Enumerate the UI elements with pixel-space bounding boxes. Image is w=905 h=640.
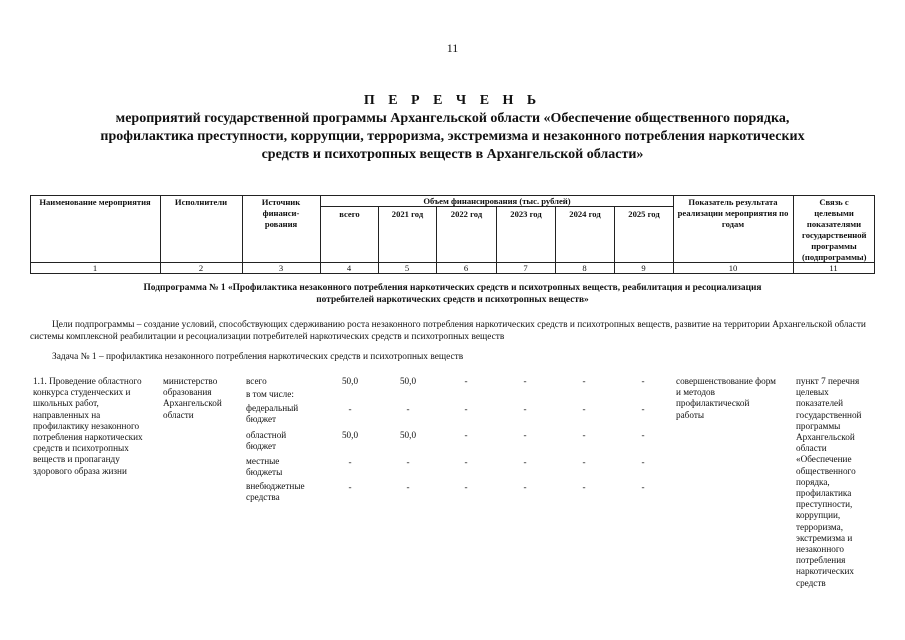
document-subtitle: мероприятий государственной программы Архангельской области «Обеспечение общественного порядка, профилактика преступности, коррупции, терроризма, экстремизма и незаконного потребления наркотических средств и психотропных веществ в Архангельской области» [100,111,805,162]
subprogram-goal: Цели подпрограммы – создание условий, способствующих сдерживанию роста незаконного потребления наркотических средств и психотропных веществ, развитие на территории Архангельской области системы комплексной реабилитации и ресоциализации потребителей наркотических средств и психотропных веществ [30,320,866,342]
header-funding: Объем финансирования (тыс. рублей) [423,196,571,206]
value-cell: - [406,482,410,492]
header-source: Источник финанси-рования [261,197,301,229]
col-number: 5 [404,263,410,273]
source-label: местные бюджеты [246,456,283,478]
col-number: 2 [198,263,204,273]
value-cell: - [582,482,586,492]
value-cell: 50,0 [341,376,359,386]
value-cell: - [406,457,410,467]
value-cell: - [348,482,352,492]
value-cell: - [523,457,527,467]
task-title: Задача № 1 – профилактика незаконного потребления наркотических средств и психотропных веществ [52,352,464,362]
header-name: Наименование мероприятия [39,197,151,207]
value-cell: - [641,457,645,467]
col-number: 4 [346,263,352,273]
value-cell: - [348,457,352,467]
value-cell: - [582,404,586,414]
header-result: Показатель результата реализации мероприятия по годам [677,197,789,229]
col-number: 9 [641,263,646,273]
row-name: 1.1. Проведение областного конкурса студенческих и школьных работ, направленных на профилактику незаконного потребления наркотических средств и психотропных веществ и пропаганду здорового образа жизни [33,376,143,476]
page-number: 11 [446,41,459,55]
header-year-total: всего [339,209,360,219]
row-executor: министерство образования Архангельской области [163,376,222,420]
value-cell: - [464,430,468,440]
value-cell: - [464,404,468,414]
source-label: федеральный бюджет [246,403,299,425]
header-year-2023: 2023 год [510,209,542,219]
value-cell: - [641,430,645,440]
value-cell: - [582,376,586,386]
col-number: 3 [278,263,284,273]
header-year-2022: 2022 год [450,209,483,219]
col-number: 8 [582,263,587,273]
row-link: пункт 7 перечня целевых показателей государственной программы Архангельской области «Обеспечение общественного порядка, профилактика преступности, коррупции, терроризма, экстремизма и незаконного потребления наркотических средств [796,376,862,588]
source-label: в том числе: [246,389,294,399]
value-cell: - [348,404,352,414]
header-year-2021: 2021 год [391,209,424,219]
source-label: областной бюджет [246,430,287,452]
value-cell: - [641,482,645,492]
value-cell: - [523,430,527,440]
value-cell: 50,0 [399,430,417,440]
subprogram-title: Подпрограмма № 1 «Профилактика незаконного потребления наркотических средств и психотропных веществ, реабилитация и ресоциализация потребителей наркотических средств и психотропных веществ» [143,283,762,305]
col-number: 6 [463,263,469,273]
value-cell: - [582,457,586,467]
header-year-2025: 2025 год [628,209,660,219]
value-cell: - [523,376,527,386]
value-cell: - [641,376,645,386]
document-title: П Е Р Е Ч Е Н Ь [363,93,542,108]
col-number: 1 [92,263,98,273]
value-cell: - [464,376,468,386]
header-executors: Исполнители [174,197,228,207]
value-cell: - [582,430,586,440]
value-cell: - [464,482,468,492]
value-cell: 50,0 [399,376,417,386]
value-cell: - [464,457,468,467]
value-cell: - [523,404,527,414]
row-result: совершенствование форм и методов профилактической работы [676,376,776,420]
value-cell: 50,0 [341,430,359,440]
value-cell: - [641,404,645,414]
value-cell: - [406,404,410,414]
col-number: 7 [523,263,528,273]
header-link: Связь с целевыми показателями государственной программы (подпрограммы) [802,197,867,262]
value-cell: - [523,482,527,492]
header-year-2024: 2024 год [569,209,601,219]
source-label: внебюджетные средства [246,481,305,503]
col-number: 11 [829,263,838,273]
col-number: 10 [728,263,738,273]
source-label: всего [246,376,267,386]
